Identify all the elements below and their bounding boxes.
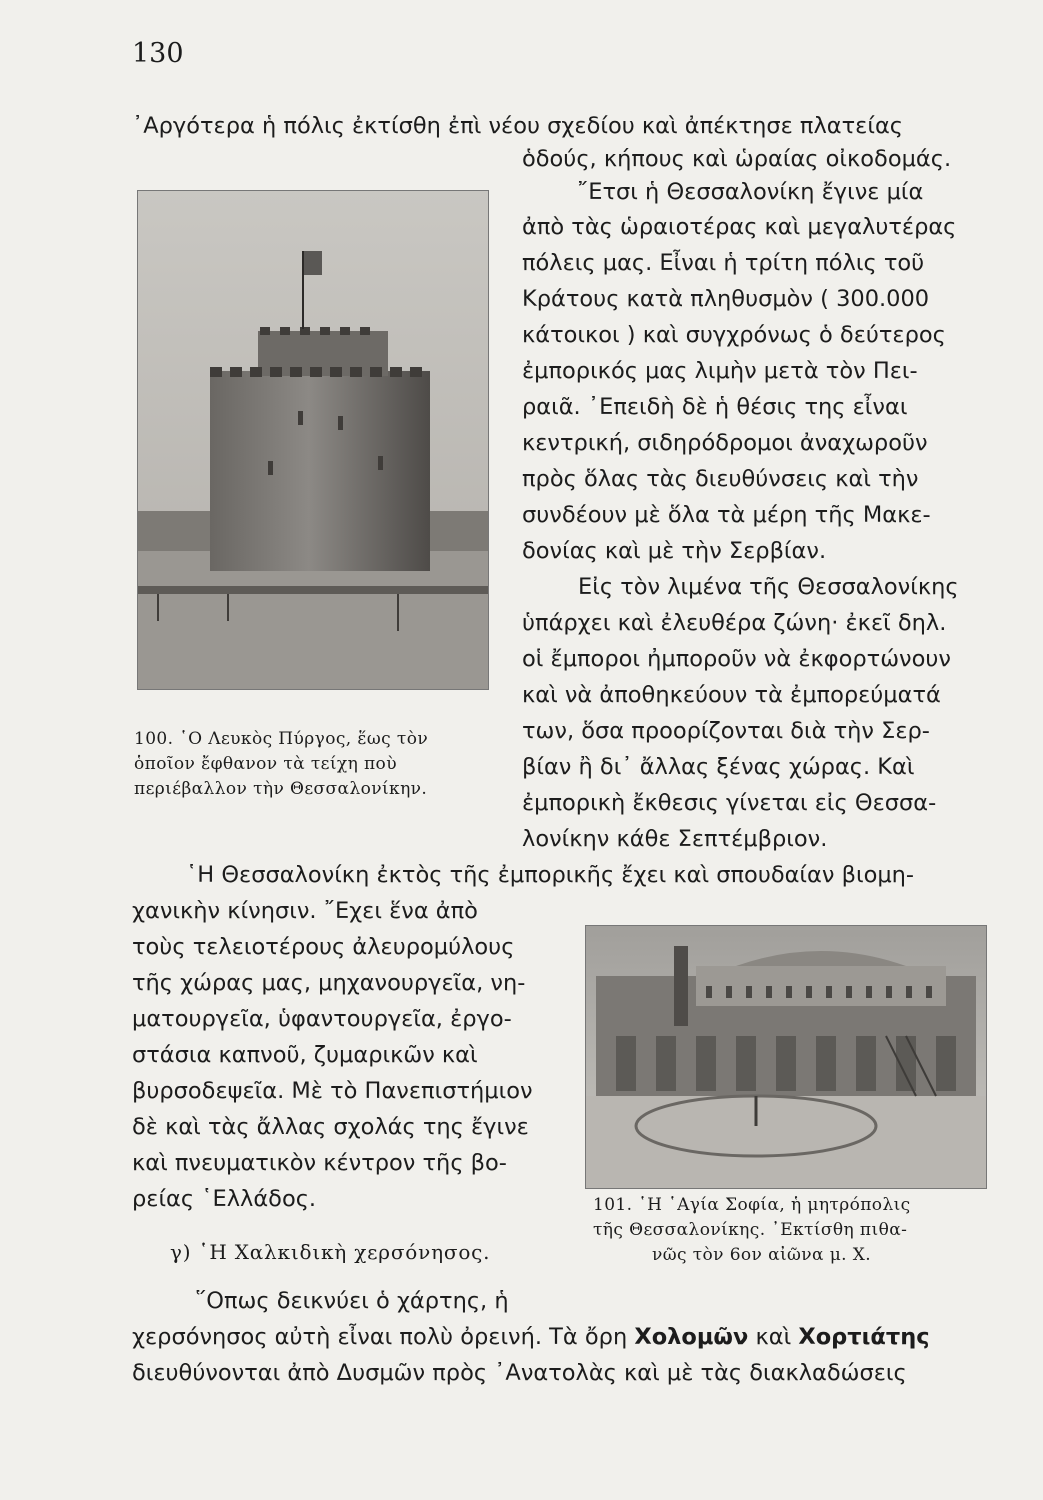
- caption-100-line-3: περιέβαλλον τὴν Θεσσαλονίκην.: [134, 779, 428, 799]
- body-line-21: λονίκην κάθε Σεπτέμβριον.: [522, 826, 828, 852]
- body-line-17: καὶ νὰ ἀποθηκεύουν τὰ ἐμπορεύματά: [522, 682, 941, 708]
- body-line-14: Εἰς τὸν λιμένα τῆς Θεσσαλονίκης: [578, 574, 959, 600]
- caption-100-line-2: ὁποῖον ἔφθανον τὰ τείχη ποὺ: [134, 754, 397, 774]
- body-line-10: κεντρική, σιδηρόδρομοι ἀναχωροῦν: [522, 430, 928, 456]
- body-line-4: ἀπὸ τὰς ὡραιοτέρας καὶ μεγαλυτέρας: [522, 214, 957, 240]
- body-line-7: κάτοικοι ) καὶ συγχρόνως ὁ δεύτερος: [522, 322, 946, 348]
- mount-chortiatis: Χορτιάτης: [798, 1324, 930, 1350]
- body-line-19: βίαν ἢ δι᾿ ἄλλας ξένας χώρας. Καὶ: [522, 754, 915, 780]
- body-line-16: οἱ ἔμποροι ἠμποροῦν νὰ ἐκφορτώνουν: [522, 646, 951, 672]
- body-line-33-conj: καὶ: [748, 1324, 799, 1350]
- page-number: 130: [132, 38, 184, 69]
- section-heading: γ) ῾Η Χαλκιδικὴ χερσόνησος.: [170, 1240, 491, 1264]
- body-line-34: διευθύνονται ἀπὸ Δυσμῶν πρὸς ᾿Ανατολὰς καὶ μὲ τὰς διακλαδώσεις: [132, 1360, 907, 1386]
- body-line-3: ῎Ετσι ἡ Θεσσαλονίκη ἔγινε μία: [577, 179, 924, 205]
- body-line-23: χανικὴν κίνησιν. ῎Εχει ἕνα ἀπὸ: [132, 898, 478, 924]
- body-line-33: [132, 1321, 930, 1353]
- white-tower-photo: [137, 190, 489, 690]
- body-line-24: τοὺς τελειοτέρους ἀλευρομύλους: [132, 934, 515, 960]
- body-line-26: ματουργεῖα, ὑφαντουργεῖα, ἐργο-: [132, 1006, 512, 1032]
- hagia-sophia-photo: [585, 925, 987, 1189]
- body-line-12: συνδέουν μὲ ὅλα τὰ μέρη τῆς Μακε-: [522, 502, 931, 528]
- body-line-2: ὁδούς, κήπους καὶ ὡραίας οἰκοδομάς.: [522, 146, 952, 172]
- body-line-31: ρείας ῾Ελλάδος.: [132, 1186, 317, 1212]
- body-line-11: πρὸς ὅλας τὰς διευθύνσεις καὶ τὴν: [522, 466, 919, 492]
- body-line-30: καὶ πνευματικὸν κέντρον τῆς βο-: [132, 1150, 507, 1176]
- body-line-1: ᾿Αργότερα ἡ πόλις ἐκτίσθη ἐπὶ νέου σχεδίου καὶ ἀπέκτησε πλατείας: [132, 113, 903, 139]
- body-line-9: ραιᾶ. ᾿Επειδὴ δὲ ἡ θέσις της εἶναι: [522, 394, 908, 420]
- body-line-25: τῆς χώρας μας, μηχανουργεῖα, νη-: [132, 970, 526, 996]
- body-line-32: ῞Οπως δεικνύει ὁ χάρτης, ἡ: [195, 1288, 509, 1314]
- caption-101-line-1: 101. ῾Η ῾Αγία Σοφία, ἡ μητρόπολις: [593, 1195, 911, 1215]
- body-line-18: των, ὅσα προορίζονται διὰ τὴν Σερ-: [522, 718, 930, 744]
- body-line-27: στάσια καπνοῦ, ζυμαρικῶν καὶ: [132, 1042, 478, 1068]
- body-line-5: πόλεις μας. Εἶναι ἡ τρίτη πόλις τοῦ: [522, 250, 925, 276]
- body-line-8: ἐμπορικός μας λιμὴν μετὰ τὸν Πει-: [522, 358, 918, 384]
- body-line-33-text: χερσόνησος αὐτὴ εἶναι πολὺ ὀρεινή. Τὰ ὄρη: [132, 1324, 635, 1350]
- caption-100-line-1: 100. ῾Ο Λευκὸς Πύργος, ἕως τὸν: [134, 729, 429, 749]
- body-line-13: δονίας καὶ μὲ τὴν Σερβίαν.: [522, 538, 827, 564]
- body-line-29: δὲ καὶ τὰς ἄλλας σχολάς της ἔγινε: [132, 1114, 529, 1140]
- body-line-15: ὑπάρχει καὶ ἐλευθέρα ζώνη· ἐκεῖ δηλ.: [522, 610, 947, 636]
- body-line-20: ἐμπορικὴ ἔκθεσις γίνεται εἰς Θεσσα-: [522, 790, 937, 816]
- body-line-28: βυρσοδεψεῖα. Μὲ τὸ Πανεπιστήμιον: [132, 1078, 533, 1104]
- caption-101-line-3: νῶς τὸν 6ον αἰῶνα μ. Χ.: [652, 1245, 872, 1265]
- caption-101-line-2: τῆς Θεσσαλονίκης. ᾿Εκτίσθη πιθα-: [593, 1220, 908, 1240]
- body-line-6: Κράτους κατὰ πληθυσμὸν ( 300.000: [522, 286, 930, 312]
- mount-cholomon: Χολομῶν: [634, 1324, 749, 1350]
- body-line-22: ῾Η Θεσσαλονίκη ἐκτὸς τῆς ἐμπορικῆς ἔχει καὶ σπουδαίαν βιομη-: [186, 862, 915, 888]
